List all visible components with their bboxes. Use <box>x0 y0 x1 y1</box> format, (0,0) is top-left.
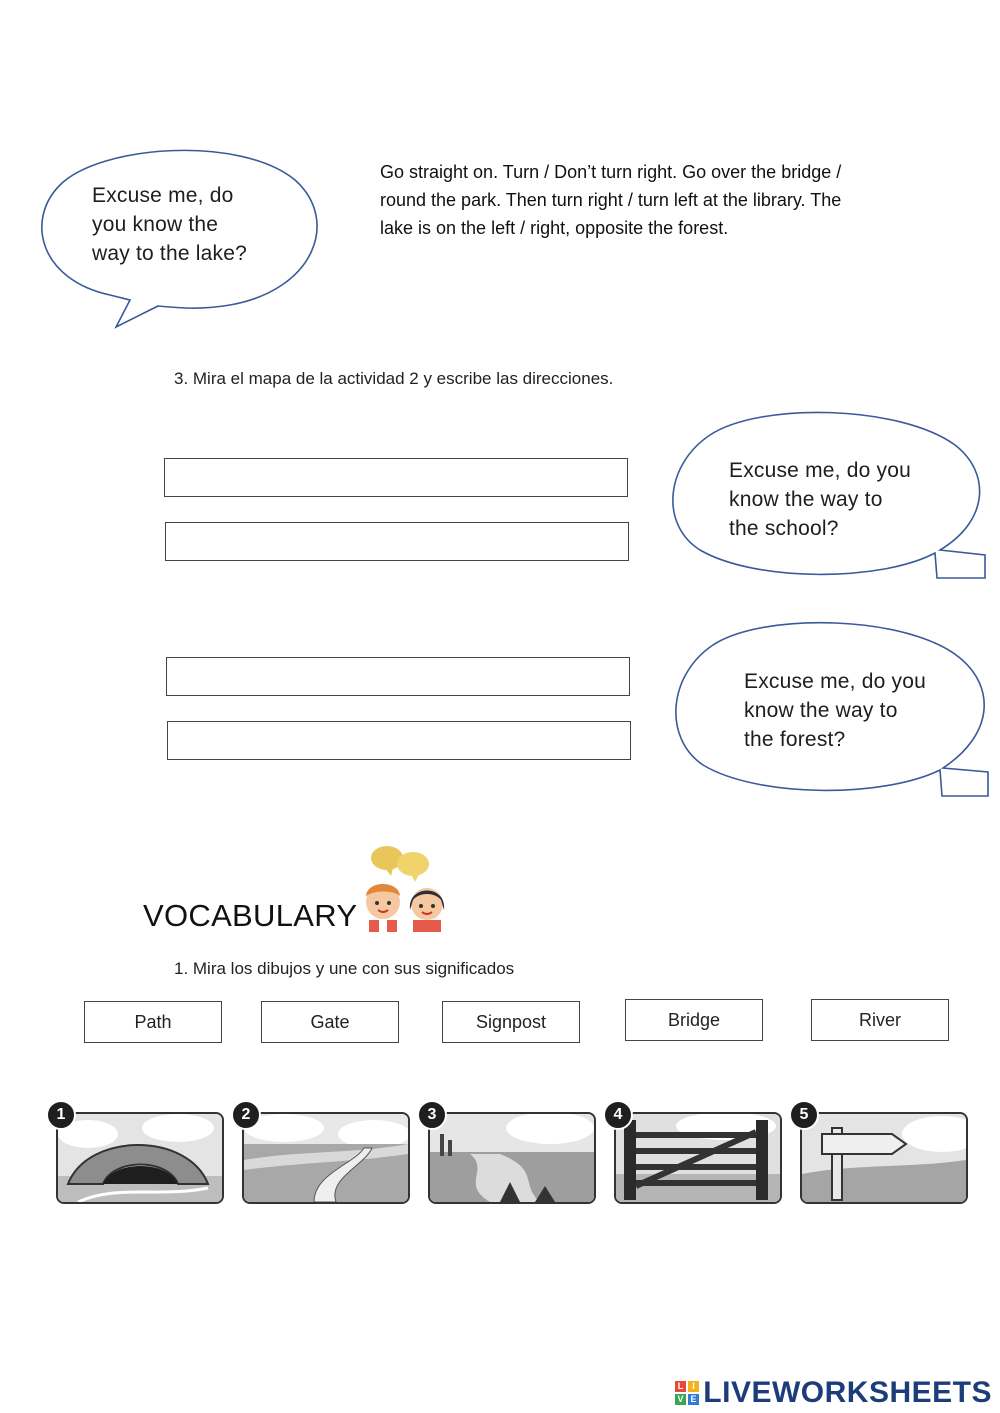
talking-people-icon <box>355 840 455 935</box>
picture-number-badge: 1 <box>46 1100 76 1130</box>
picture-gate <box>614 1112 782 1204</box>
liveworksheets-logo-text: LIVEWORKSHEETS <box>703 1376 992 1409</box>
picture-number-badge: 2 <box>231 1100 261 1130</box>
picture-river <box>428 1112 596 1204</box>
bubble-lake-text <box>92 181 247 268</box>
picture-bridge <box>56 1112 224 1204</box>
vocabulary-instruction: 1. Mira los dibujos y une con sus significados <box>174 959 515 978</box>
bubble-forest-line: the forest? <box>744 728 846 751</box>
vocabulary-title: VOCABULARY <box>143 898 358 933</box>
picture-path <box>242 1112 410 1204</box>
liveworksheets-logo-icon: L I V E <box>675 1381 699 1405</box>
bubble-school-line: know the way to <box>729 488 883 511</box>
word-box-path[interactable]: Path <box>84 1001 222 1043</box>
bubble-school-line: the school? <box>729 517 839 540</box>
bubble-forest-text <box>744 667 926 754</box>
picture-number-badge: 5 <box>789 1100 819 1130</box>
picture-number-badge: 3 <box>417 1100 447 1130</box>
bubble-school-text <box>729 456 911 543</box>
word-box-signpost[interactable]: Signpost <box>442 1001 580 1043</box>
answer-field-forest-1[interactable] <box>166 657 630 696</box>
answer-field-school-2[interactable] <box>165 522 629 561</box>
bubble-forest-line: Excuse me, do you <box>744 670 926 693</box>
directions-paragraph: Go straight on. Turn / Don’t turn right. Go over the bridge / round the park. Then turn right / turn left at the library. The lake is on the left / right, opposite the forest. <box>380 162 842 238</box>
bubble-forest-line: know the way to <box>744 699 898 722</box>
word-box-gate[interactable]: Gate <box>261 1001 399 1043</box>
bubble-school-line: Excuse me, do you <box>729 459 911 482</box>
bubble-lake-line: way to the lake? <box>92 242 247 265</box>
picture-signpost <box>800 1112 968 1204</box>
exercise-3-instruction: 3. Mira el mapa de la actividad 2 y escribe las direcciones. <box>174 369 614 388</box>
bubble-lake-line: Excuse me, do <box>92 184 234 207</box>
word-box-bridge[interactable]: Bridge <box>625 999 763 1041</box>
picture-number-badge: 4 <box>603 1100 633 1130</box>
word-box-river[interactable]: River <box>811 999 949 1041</box>
bubble-lake-line: you know the <box>92 213 219 236</box>
liveworksheets-logo <box>675 1376 992 1410</box>
answer-field-forest-2[interactable] <box>167 721 631 760</box>
answer-field-school-1[interactable] <box>164 458 628 497</box>
